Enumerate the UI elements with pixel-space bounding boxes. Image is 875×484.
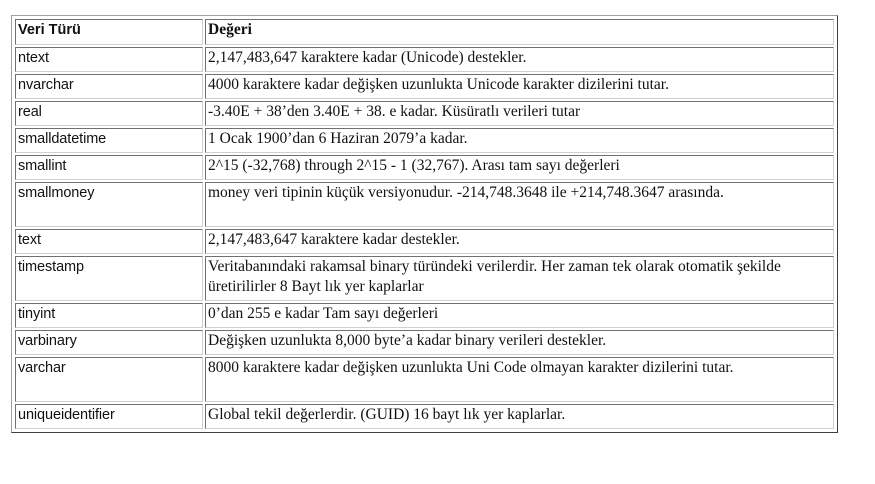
cell-value: 1 Ocak 1900’dan 6 Haziran 2079’a kadar. [205, 128, 834, 153]
header-type: Veri Türü [15, 19, 203, 45]
data-types-table-frame [11, 15, 838, 433]
table-row [15, 303, 834, 328]
cell-value: 8000 karaktere kadar değişken uzunlukta Uni Code olmayan karakter dizilerini tutar. [205, 357, 834, 402]
cell-type: timestamp [15, 256, 203, 301]
cell-type: smallint [15, 155, 203, 180]
cell-type: smalldatetime [15, 128, 203, 153]
cell-value: 2,147,483,647 karaktere kadar (Unicode) destekler. [205, 47, 834, 72]
cell-type: smallmoney [15, 182, 203, 227]
cell-type: nvarchar [15, 74, 203, 99]
header-value: Değeri [205, 19, 834, 45]
table-row [15, 357, 834, 402]
cell-value: Global tekil değerlerdir. (GUID) 16 bayt lık yer kaplarlar. [205, 404, 834, 429]
table-row [15, 229, 834, 254]
table-row [15, 404, 834, 429]
cell-value: money veri tipinin küçük versiyonudur. -214,748.3648 ile +214,748.3647 arasında. [205, 182, 834, 227]
cell-type: varchar [15, 357, 203, 402]
cell-value: 0’dan 255 e kadar Tam sayı değerleri [205, 303, 834, 328]
table-header-row [15, 19, 834, 45]
cell-type: ntext [15, 47, 203, 72]
table-row [15, 74, 834, 99]
table-row [15, 330, 834, 355]
cell-type: text [15, 229, 203, 254]
table-row [15, 47, 834, 72]
table-row [15, 128, 834, 153]
table-row [15, 182, 834, 227]
table-row [15, 155, 834, 180]
cell-value: Veritabanındaki rakamsal binary türündeki verilerdir. Her zaman tek olarak otomatik şekilde üretirilirler 8 Bayt lık yer kaplarlar [205, 256, 834, 301]
cell-value: -3.40E + 38’den 3.40E + 38. e kadar. Küsüratlı verileri tutar [205, 101, 834, 126]
table-row [15, 101, 834, 126]
data-types-table [13, 17, 836, 431]
cell-value: 4000 karaktere kadar değişken uzunlukta Unicode karakter dizilerini tutar. [205, 74, 834, 99]
cell-value: 2^15 (-32,768) through 2^15 - 1 (32,767). Arası tam sayı değerleri [205, 155, 834, 180]
table-row [15, 256, 834, 301]
cell-value: 2,147,483,647 karaktere kadar destekler. [205, 229, 834, 254]
cell-type: tinyint [15, 303, 203, 328]
cell-type: varbinary [15, 330, 203, 355]
cell-type: uniqueidentifier [15, 404, 203, 429]
cell-type: real [15, 101, 203, 126]
cell-value: Değişken uzunlukta 8,000 byte’a kadar binary verileri destekler. [205, 330, 834, 355]
